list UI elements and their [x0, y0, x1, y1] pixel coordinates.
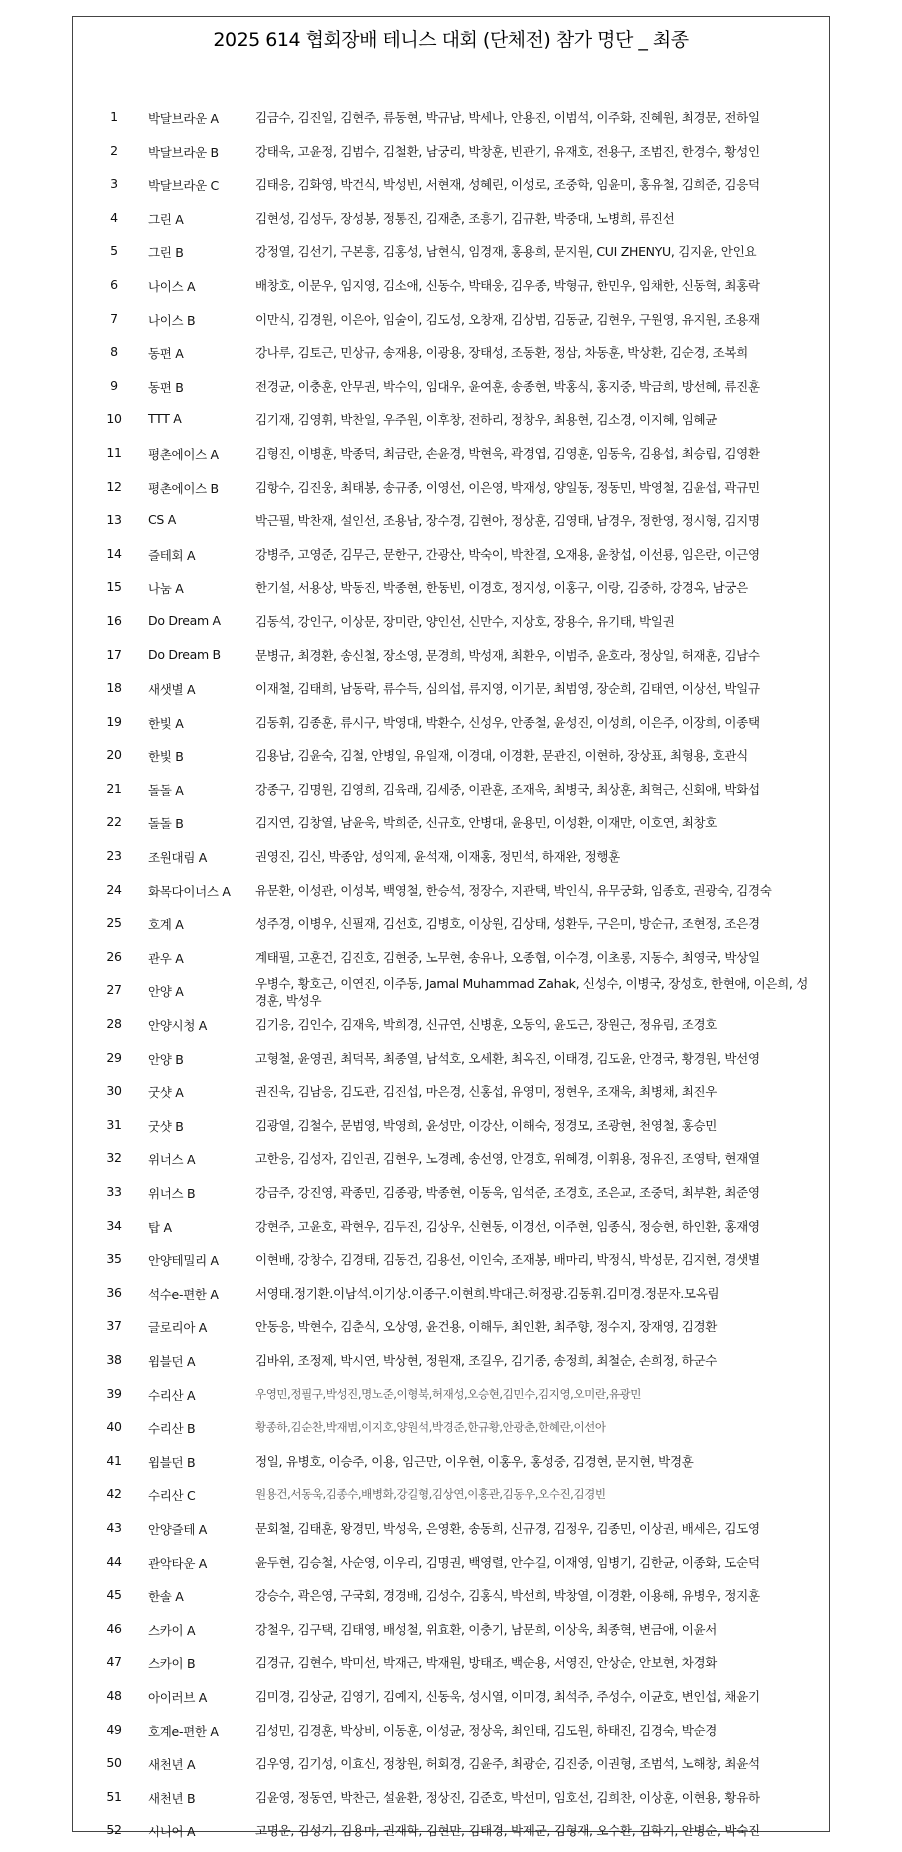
participant-row — [73, 907, 829, 941]
row-number: 14 — [106, 545, 122, 561]
row-number: 16 — [106, 612, 122, 628]
member-names: 김성민, 김경훈, 박상비, 이동훈, 이성균, 정상욱, 최인태, 김도원, 하태진, 김경숙, 박순경 — [255, 1722, 718, 1738]
team-name: 한빛 B — [148, 749, 184, 765]
row-number: 11 — [106, 444, 122, 460]
member-names: 한기설, 서용상, 박동진, 박종현, 한동빈, 이경호, 정지성, 이홍구, 이랑, 김중하, 강경옥, 남궁은 — [255, 580, 748, 596]
row-number: 31 — [106, 1116, 122, 1132]
team-name: 나이스 B — [148, 312, 196, 328]
team-name: 돌돌 A — [148, 782, 184, 798]
participant-row — [73, 1109, 829, 1143]
team-name: 호계e-편한 A — [148, 1723, 219, 1739]
participant-row — [73, 941, 829, 975]
row-number: 46 — [106, 1620, 122, 1636]
participant-row — [73, 269, 829, 303]
team-name: 박달브라운 A — [148, 111, 219, 126]
member-names: 권진욱, 김남응, 김도관, 김진섭, 마은경, 신홍섭, 유영미, 정현우, 조재욱, 최병채, 최진우 — [255, 1084, 718, 1100]
team-name: 아이러브 A — [148, 1689, 208, 1705]
team-name: 그린 B — [148, 245, 184, 261]
row-number: 23 — [106, 848, 122, 864]
member-names: 김동석, 강인구, 이상문, 장미란, 양인선, 신만수, 지상호, 장용수, 유기태, 박일권 — [255, 613, 675, 629]
row-number: 20 — [106, 747, 122, 763]
participant-row — [73, 1310, 829, 1344]
team-name: 돌돌 B — [148, 816, 184, 832]
participant-row — [73, 303, 829, 337]
member-names: 강태욱, 고윤정, 김범수, 김철환, 남궁리, 박창훈, 빈관기, 유재호, 전용구, 조범진, 한경수, 황성인 — [255, 143, 760, 159]
row-number: 13 — [106, 512, 122, 528]
member-names: 박근필, 박찬재, 설인선, 조용남, 장수경, 김현아, 정상훈, 김영태, 남경우, 정한영, 정시형, 김지명 — [255, 513, 760, 529]
participant-row — [73, 1714, 829, 1748]
member-names: 강나루, 김토근, 민상규, 송재용, 이광용, 장태성, 조동환, 정삼, 차동훈, 박상환, 김순경, 조복희 — [255, 345, 748, 361]
participant-list — [73, 101, 829, 1848]
row-number: 22 — [106, 814, 122, 830]
member-names: 계태필, 고훈건, 김진호, 김현중, 노무현, 송유나, 오종협, 이수경, 이초롱, 지동수, 최영국, 박상일 — [255, 949, 760, 965]
participant-row — [73, 773, 829, 807]
member-names: 김경규, 김현수, 박미선, 박재근, 박재원, 방태조, 백순용, 서영진, 안상순, 안보현, 차경화 — [255, 1655, 718, 1671]
team-name: 수리산 C — [148, 1488, 196, 1504]
member-names: 안동응, 박현수, 김춘식, 오상영, 윤건용, 이해두, 최인환, 최주향, 정수지, 장재영, 김경환 — [255, 1319, 718, 1335]
row-number: 1 — [110, 109, 118, 124]
document-title: 2025 614 협회장배 테니스 대회 (단체전) 참가 명단 _ 최종 — [213, 29, 689, 51]
member-names: 배창호, 이문우, 임지영, 김소애, 신동수, 박태웅, 김우종, 박형규, 한민우, 임채한, 신동혁, 최홍락 — [255, 277, 760, 293]
row-number: 38 — [106, 1351, 122, 1367]
team-name: 나눔 A — [148, 581, 184, 597]
row-number: 18 — [106, 680, 122, 696]
participant-row — [73, 538, 829, 572]
team-name: 박달브라운 B — [148, 144, 219, 160]
participant-row — [73, 1814, 829, 1848]
row-number: 39 — [106, 1385, 122, 1401]
team-name: 안양시청 A — [148, 1018, 208, 1034]
participant-row — [73, 1075, 829, 1109]
participant-row — [73, 739, 829, 773]
participant-row — [73, 101, 829, 135]
participant-row — [73, 135, 829, 169]
row-number: 51 — [106, 1788, 122, 1804]
row-number: 12 — [106, 478, 122, 494]
member-names: 고한응, 김성자, 김인권, 김현우, 노경례, 송선영, 안경호, 위혜경, 이휘용, 정유진, 조영탁, 현재열 — [255, 1151, 760, 1167]
participant-row — [73, 806, 829, 840]
row-number: 40 — [106, 1419, 122, 1435]
participant-row — [73, 1579, 829, 1613]
row-number: 9 — [110, 377, 118, 393]
team-name: 스카이 A — [148, 1622, 196, 1638]
participant-row — [73, 974, 829, 1008]
participant-row — [73, 1546, 829, 1580]
team-name: 평촌에이스 A — [148, 446, 219, 462]
row-number: 29 — [106, 1049, 122, 1065]
row-number: 49 — [106, 1721, 122, 1737]
member-names: 김동휘, 김종훈, 류시구, 박영대, 박환수, 신성우, 안종철, 윤성진, 이성희, 이은주, 이장희, 이종택 — [255, 714, 760, 730]
document-frame — [72, 16, 830, 1840]
participant-row — [73, 202, 829, 236]
participant-row — [73, 1210, 829, 1244]
participant-row — [73, 1411, 829, 1445]
team-name: 석수e-편한 A — [148, 1286, 219, 1302]
participant-row — [73, 1680, 829, 1714]
team-name: 안양테밀리 A — [148, 1253, 219, 1269]
row-number: 44 — [106, 1553, 122, 1569]
team-name: 글로리아 A — [148, 1320, 208, 1336]
team-name: 박달브라운 C — [148, 178, 219, 194]
row-number: 27 — [106, 982, 122, 998]
row-number: 48 — [106, 1687, 122, 1703]
row-number: 19 — [106, 713, 122, 729]
participant-row — [73, 1512, 829, 1546]
row-number: 32 — [106, 1150, 122, 1166]
participant-row — [73, 1378, 829, 1412]
team-name: 안양 A — [148, 984, 184, 1000]
row-number: 21 — [106, 780, 122, 796]
row-number: 6 — [110, 276, 118, 292]
member-names: 김광열, 김철수, 문범영, 박영희, 윤성만, 이강산, 이해숙, 정경모, 조광현, 천영철, 홍승민 — [255, 1117, 718, 1133]
member-names: 우영민,정필구,박성진,명노준,이형북,허재성,오승현,김민수,김지영,오미란,유광민 — [255, 1386, 641, 1401]
row-number: 35 — [106, 1251, 122, 1267]
member-names: 김미경, 김상균, 김영기, 김예지, 신동욱, 성시열, 이미경, 최석주, 주성수, 이균호, 변인섭, 채윤기 — [255, 1688, 760, 1704]
member-names: 정일, 유병호, 이승주, 이용, 임근만, 이우현, 이홍우, 홍성중, 김경현, 문지현, 박경훈 — [255, 1453, 694, 1469]
row-number: 45 — [106, 1587, 122, 1603]
participant-row — [73, 1176, 829, 1210]
participant-row — [73, 840, 829, 874]
member-names: 황종하,김순찬,박재범,이지호,양원석,박경준,한규황,안광춘,한혜란,이선아 — [255, 1420, 606, 1435]
team-name: 스카이 B — [148, 1656, 196, 1672]
row-number: 37 — [106, 1318, 122, 1334]
member-names: 고형철, 윤영권, 최덕목, 최종열, 남석호, 오세환, 최옥진, 이태경, 김도윤, 안경국, 황경원, 박선영 — [255, 1050, 760, 1066]
row-number: 52 — [106, 1822, 122, 1838]
team-name: 관악타운 A — [148, 1555, 208, 1571]
row-number: 30 — [106, 1083, 122, 1099]
team-name: 관우 A — [148, 950, 184, 966]
team-name: 수리산 B — [148, 1421, 196, 1437]
row-number: 28 — [106, 1016, 122, 1032]
team-name: 즐테회 A — [148, 547, 196, 563]
member-names: 이재철, 김태희, 남동락, 류수득, 심의섭, 류지영, 이기문, 최범영, 장순희, 김태연, 이상선, 박일규 — [255, 681, 760, 697]
member-names: 이만식, 김경원, 이은아, 임술이, 김도성, 오창재, 김상범, 김동균, 김현우, 구원영, 유지원, 조용재 — [255, 311, 760, 327]
team-name: 시니어 A — [148, 1824, 196, 1840]
team-name: 새천년 B — [148, 1790, 196, 1806]
row-number: 17 — [106, 646, 122, 662]
member-names: 김금수, 김진일, 김현주, 류동현, 박규남, 박세나, 안용진, 이범석, 이주화, 진혜원, 최경문, 전하일 — [255, 110, 760, 125]
member-names: 김항수, 김진웅, 최태봉, 송규종, 이영선, 이은영, 박재성, 양일동, 정동민, 박영철, 김윤섭, 곽규민 — [255, 479, 760, 495]
member-names: 강금주, 강진영, 곽종민, 김종광, 박종현, 이동욱, 임석준, 조경호, 조은교, 조중덕, 최부환, 최준영 — [255, 1185, 760, 1200]
team-name: 윔블던 B — [148, 1454, 196, 1470]
row-number: 24 — [106, 881, 122, 897]
participant-row — [73, 235, 829, 269]
row-number: 33 — [106, 1184, 122, 1199]
row-number: 7 — [110, 310, 118, 326]
member-names: 문병규, 최경환, 송신철, 장소영, 문경희, 박성재, 최환우, 이범주, 윤호라, 정상일, 허재훈, 김남수 — [255, 647, 760, 663]
participant-row — [73, 1277, 829, 1311]
member-names: 김지연, 김창열, 남윤욱, 박희준, 신규호, 안병대, 윤용민, 이성환, 이재만, 이호연, 최창호 — [255, 815, 718, 831]
team-name: 나이스 A — [148, 278, 196, 294]
team-name: 조원대림 A — [148, 850, 208, 866]
member-names: 유문환, 이성관, 이성복, 백영철, 한승석, 정장수, 지관택, 박인식, 유무궁화, 임종호, 권광숙, 김경숙 — [255, 882, 772, 898]
participant-row — [73, 437, 829, 471]
participant-row — [73, 1344, 829, 1378]
participant-row — [73, 403, 829, 437]
team-name: 안양 B — [148, 1051, 184, 1067]
participant-row — [73, 1142, 829, 1176]
team-name: 윔블던 A — [148, 1353, 196, 1369]
member-names: 김형진, 이병훈, 박종덕, 최금란, 손윤경, 박현욱, 곽경엽, 김영훈, 임동욱, 김용섭, 최승립, 김영환 — [255, 445, 760, 461]
team-name: 위너스 A — [148, 1152, 196, 1168]
member-names: 성주경, 이병우, 신필재, 김선호, 김병호, 이상원, 김상태, 성환두, 구은미, 방순규, 조현정, 조은경 — [255, 916, 760, 932]
participant-row — [73, 874, 829, 908]
team-name: 수리산 A — [148, 1387, 196, 1403]
participant-row — [73, 504, 829, 538]
row-number: 34 — [106, 1217, 122, 1233]
row-number: 10 — [106, 411, 122, 427]
team-name: 굿샷 A — [148, 1085, 184, 1101]
participant-row — [73, 370, 829, 404]
row-number: 15 — [106, 579, 122, 595]
member-names: 김현성, 김성두, 장성봉, 정통진, 김재춘, 조흥기, 김규환, 박중대, 노병희, 류진선 — [255, 210, 675, 226]
participant-row — [73, 706, 829, 740]
team-name: 호계 A — [148, 917, 184, 933]
member-names: 전경균, 이충훈, 안무권, 박수익, 임대우, 윤여훈, 송종현, 박홍식, 홍지중, 박금희, 방선혜, 류진훈 — [255, 378, 760, 394]
team-name: TTT A — [148, 411, 182, 427]
row-number: 43 — [106, 1519, 122, 1535]
row-number: 50 — [106, 1755, 122, 1771]
member-names: 윤두현, 김승철, 사순영, 이우리, 김명권, 백영렬, 안수길, 이재영, 임병기, 김한균, 이종화, 도순덕 — [255, 1554, 760, 1570]
team-name: 화목다이너스 A — [148, 883, 231, 899]
row-number: 3 — [110, 176, 118, 192]
participant-row — [73, 1042, 829, 1076]
member-names: 우병수, 황호근, 이연진, 이주동, Jamal Muhammad Zahak, 신성수, 이병국, 장성호, 한현애, 이은희, 성경훈, 박성우 — [255, 976, 809, 1009]
participant-row — [73, 1613, 829, 1647]
row-number: 4 — [110, 209, 118, 225]
participant-row — [73, 168, 829, 202]
participant-row — [73, 672, 829, 706]
team-name: 동편 A — [148, 346, 184, 362]
member-names: 김기재, 김영휘, 박찬일, 우주원, 이후창, 전하리, 정창우, 최용현, 김소경, 이지혜, 임혜균 — [255, 412, 718, 428]
member-names: 강병주, 고영준, 김무근, 문한구, 간광산, 박숙이, 박찬결, 오재용, 윤창섭, 이선룡, 임은란, 이근영 — [255, 546, 760, 562]
team-name: Do Dream B — [148, 646, 221, 662]
participant-row — [73, 336, 829, 370]
participant-row — [73, 1478, 829, 1512]
row-number: 36 — [106, 1284, 122, 1300]
member-names: 김바위, 조정제, 박시연, 박상현, 정원재, 조길우, 김기종, 송정희, 최철순, 손희정, 하군수 — [255, 1352, 718, 1368]
row-number: 2 — [110, 142, 118, 158]
team-name: 새천년 A — [148, 1757, 196, 1773]
row-number: 42 — [106, 1486, 122, 1502]
member-names: 서영태.정기환.이남석.이기상.이종구.이현희.박대근.허정광.김동휘.김미경.정문자.모옥림 — [255, 1285, 720, 1301]
participant-row — [73, 1646, 829, 1680]
team-name: 새샛별 A — [148, 682, 196, 698]
participant-row — [73, 1243, 829, 1277]
row-number: 25 — [106, 915, 122, 931]
row-number: 5 — [110, 243, 118, 259]
participant-row — [73, 471, 829, 505]
team-name: CS A — [148, 512, 176, 528]
member-names: 김용남, 김윤숙, 김철, 안병일, 유일재, 이경대, 이경환, 문관진, 이현하, 장상표, 최형용, 호관식 — [255, 748, 748, 764]
row-number: 8 — [110, 344, 118, 360]
member-names: 강종구, 김명원, 김영희, 김육래, 김세중, 이관훈, 조재욱, 최병국, 최상훈, 최혁근, 신회애, 박화섭 — [255, 781, 760, 797]
row-number: 26 — [106, 948, 122, 964]
participant-row — [73, 605, 829, 639]
team-name: 위너스 B — [148, 1186, 196, 1201]
participant-row — [73, 1781, 829, 1815]
member-names: 강승수, 곽은영, 구국회, 경경배, 김성수, 김홍식, 박선희, 박창열, 이경환, 이용해, 유병우, 정지훈 — [255, 1588, 760, 1604]
member-names: 김기응, 김인수, 김재욱, 박희경, 신규연, 신병훈, 오동익, 윤도근, 장원근, 정유림, 조경호 — [255, 1017, 718, 1033]
participant-row — [73, 1008, 829, 1042]
member-names: 강현주, 고윤호, 곽현우, 김두진, 김상우, 신현동, 이경선, 이주현, 임종식, 정승현, 하인환, 홍재영 — [255, 1218, 760, 1234]
member-names: 권영진, 김신, 박종암, 성익제, 윤석재, 이재홍, 정민석, 하재완, 정행훈 — [255, 849, 620, 865]
member-names: 김윤영, 정동연, 박찬근, 설윤환, 정상진, 김준호, 박선미, 임호선, 김희찬, 이상훈, 이현용, 황유하 — [255, 1789, 760, 1805]
participant-row — [73, 639, 829, 673]
team-name: 동편 B — [148, 379, 184, 395]
team-name: 탑 A — [148, 1219, 172, 1235]
member-names: 고명운, 김성기, 김용마, 권재학, 김현만, 김태경, 박제군, 김형재, 오수환, 김학기, 안병순, 박숙진 — [255, 1823, 760, 1839]
team-name: 한빛 A — [148, 715, 184, 731]
participant-row — [73, 1445, 829, 1479]
team-name: 그린 A — [148, 211, 184, 227]
row-number: 47 — [106, 1654, 122, 1670]
member-names: 강철우, 김구택, 김태영, 배성철, 위효환, 이충기, 남문희, 이상욱, 최종혁, 변금애, 이윤서 — [255, 1621, 718, 1637]
member-names: 이현배, 강창수, 김경태, 김동건, 김용선, 이인숙, 조재봉, 배마리, 박정식, 박성문, 김지현, 경샛별 — [255, 1252, 760, 1268]
participant-row — [73, 571, 829, 605]
participant-row — [73, 1747, 829, 1781]
team-name: 안양즐테 A — [148, 1521, 208, 1537]
team-name: 평촌에이스 B — [148, 480, 219, 496]
member-names: 강정열, 김선기, 구본흥, 김홍성, 남현식, 임경재, 홍용희, 문지원, CUI ZHENYU, 김지윤, 안인요 — [255, 244, 757, 260]
member-names: 문회철, 김태훈, 왕경민, 박성욱, 은영환, 송동희, 신규경, 김정우, 김종민, 이상권, 배세은, 김도영 — [255, 1520, 760, 1536]
member-names: 김태응, 김화영, 박건식, 박성빈, 서현재, 성혜린, 이성로, 조중학, 임윤미, 홍유철, 김희준, 김응덕 — [255, 177, 760, 193]
member-names: 원용건,서동욱,김종수,배병화,강길형,김상연,이홍관,김동우,오수진,김경빈 — [255, 1487, 606, 1502]
team-name: Do Dream A — [148, 612, 221, 628]
member-names: 김우영, 김기성, 이효신, 정창원, 허회경, 김윤주, 최광순, 김진중, 이권형, 조범석, 노해창, 최윤석 — [255, 1756, 760, 1772]
team-name: 굿샷 B — [148, 1118, 184, 1134]
team-name: 한솔 A — [148, 1589, 184, 1605]
row-number: 41 — [106, 1452, 122, 1468]
